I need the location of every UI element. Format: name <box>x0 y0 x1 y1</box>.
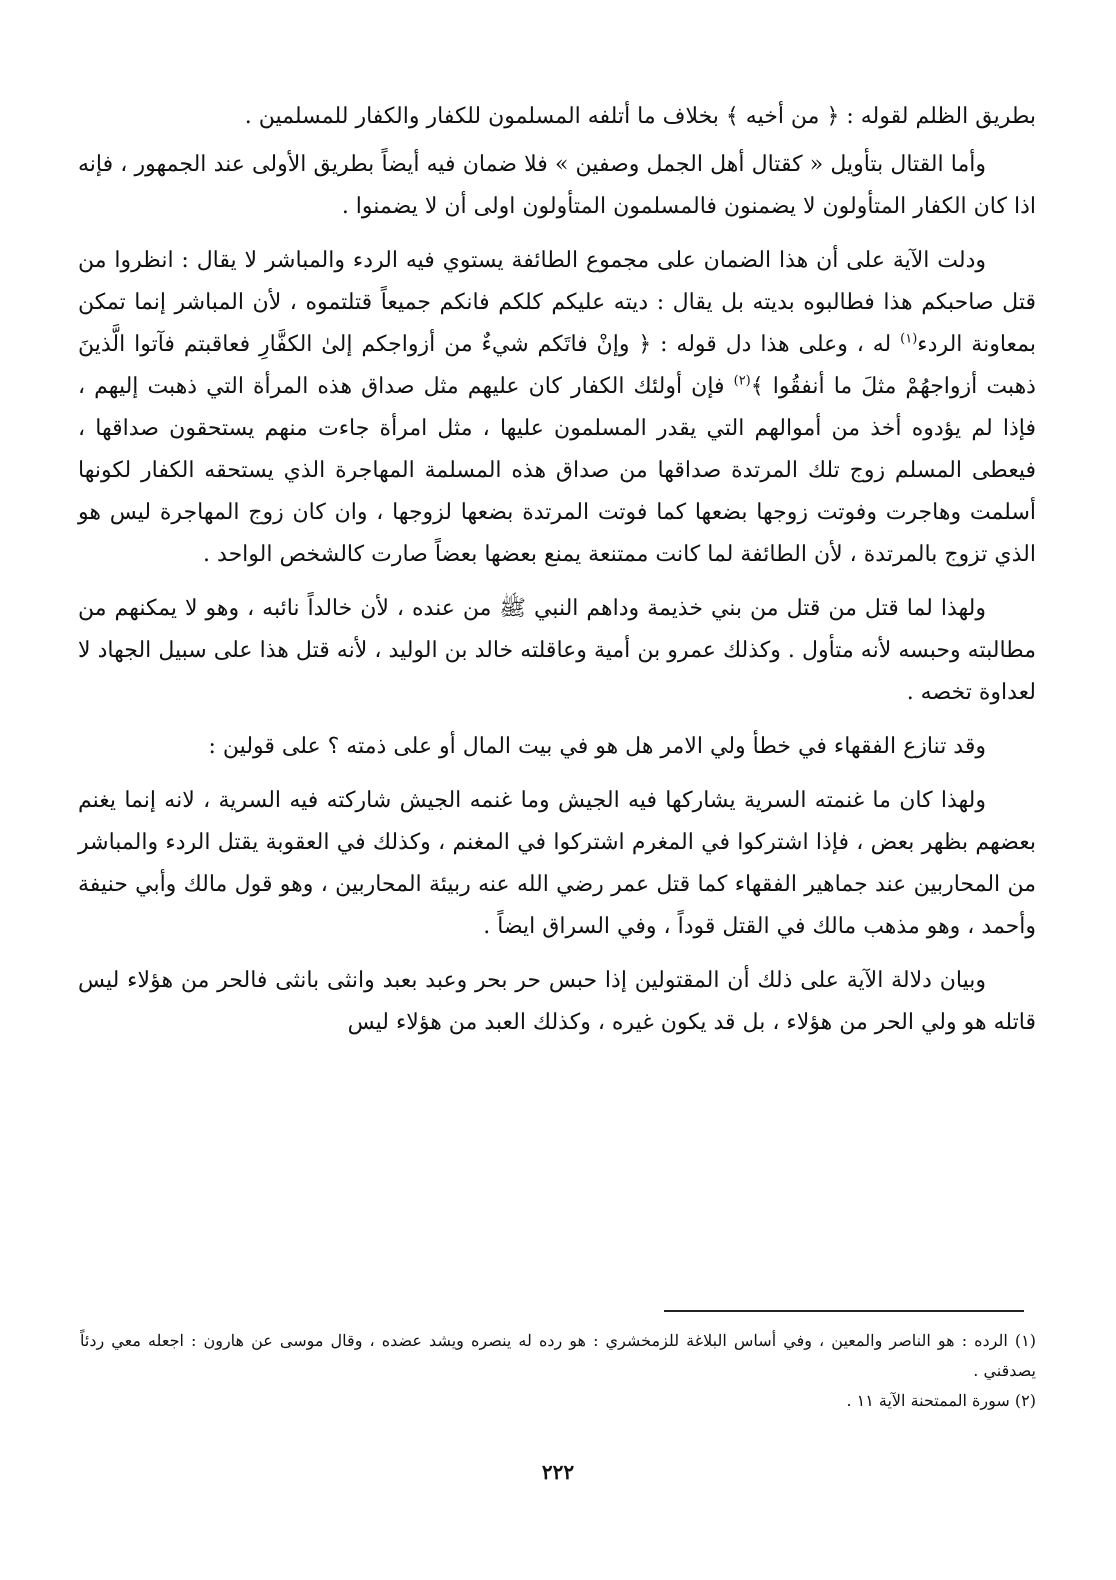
paragraph-3-part-a: ودلت الآية على أن هذا الضمان على مجموع الطائفة يستوي فيه الردء والمباشر لا يقال : انظروا من قتل صاحبكم هذا فطالبوه بديته بل يقال : ديته عليكم كلكم فانكم جميعاً قتلتموه ، لأن المباشر إنما تمكن بمعاونة الردء <box>78 248 1036 357</box>
paragraph-6: ولهذا كان ما غنمته السرية يشاركها فيه الجيش وما غنمه الجيش شاركته فيه السرية ، لانه إنما يغنم بعضهم بظهر بعض ، فإذا اشتركوا في المغرم اشتركوا في المغنم ، وكذلك في العقوبة يقتل الردء والمباشر من المحاربين عند جماهير الفقهاء كما قتل عمر رضي الله عنه ربيئة المحاربين ، وهو قول مالك وأبي حنيفة وأحمد ، وهو مذهب مالك في القتل قوداً ، وفي السراق ايضاً . <box>78 788 1036 939</box>
paragraph-1: بطريق الظلم لقوله : ﴿ من أخيه ﴾ بخلاف ما أتلفه المسلمون للكفار والكفار للمسلمين . <box>244 104 1036 129</box>
page-number: ٢٢٢ <box>541 1460 575 1484</box>
footnote-divider <box>664 1310 1024 1312</box>
footnote-1: (١) الرده : هو الناصر والمعين ، وفي أساس البلاغة للزمخشري : هو رده له ينصره ويشد عضده ، وقال موسى عن هارون : اجعله معي ردئاً يصدقني . <box>80 1331 1036 1380</box>
footnote-ref-1: (١) <box>900 331 918 347</box>
main-text <box>78 96 1036 1056</box>
paragraph-3 <box>78 240 1036 576</box>
footnote-2: (٢) سورة الممتحنة الآية ١١ . <box>846 1391 1036 1410</box>
paragraph-3-part-c: فإن أولئك الكفار كان عليهم مثل صداق هذه المرأة التي ذهبت إليهم ، فإذا لم يؤدوه أخذ من أموالهم التي يقدر المسلمون عليها ، مثل امرأة جاءت منهم يستحقون صداقها ، فيعطى المسلم زوج تلك المرتدة صداقها من صداق هذه المسلمة المهاجرة الذي يستحقه الكفار لكونها أسلمت وهاجرت وفوتت زوجها بضعها كما فوتت المرتدة بضعها لزوجها ، وان كان زوج المهاجرة ليس هو الذي تزوج بالمرتدة ، لأن الطائفة لما كانت ممتنعة يمنع بعضها بعضاً صارت كالشخص الواحد . <box>78 374 1036 567</box>
paragraph-3-part-b: له ، وعلى هذا دل قوله : ﴿ وإنْ فاتَكم شيءٌ من أزواجكم إلىٰ الكفَّارِ فعاقبتم فآتوا الَّذينَ ذهبت أزواجهُمْ مثلَ ما أنفقُوا ﴾ <box>78 332 1036 399</box>
paragraph-5: وقد تنازع الفقهاء في خطأ ولي الامر هل هو في بيت المال أو على ذمته ؟ على قولين : <box>208 734 986 759</box>
paragraph-4: ولهذا لما قتل من قتل من بني خذيمة وداهم النبي ﷺ من عنده ، لأن خالداً نائبه ، وهو لا يمكنهم من مطالبته وحبسه لأنه متأول . وكذلك عمرو بن أمية وعاقلته خالد بن الوليد ، لأنه قتل هذا على سبيل الجهاد لا لعداوة تخصه . <box>78 596 1036 705</box>
footnotes <box>80 1326 1036 1416</box>
paragraph-2: وأما القتال بتأويل « كقتال أهل الجمل وصفين » فلا ضمان فيه أيضاً بطريق الأولى عند الجمهور ، فإنه اذا كان الكفار المتأولون لا يضمنون فالمسلمون المتأولون اولى أن لا يضمنوا . <box>78 152 1036 219</box>
paragraph-7: وبيان دلالة الآية على ذلك أن المقتولين إذا حبس حر بحر وعبد بعبد وانثى بانثى فالحر من هؤلاء ليس قاتله هو ولي الحر من هؤلاء ، بل قد يكون غيره ، وكذلك العبد من هؤلاء ليس <box>78 968 1036 1035</box>
footnote-ref-2: (٢) <box>733 373 751 389</box>
